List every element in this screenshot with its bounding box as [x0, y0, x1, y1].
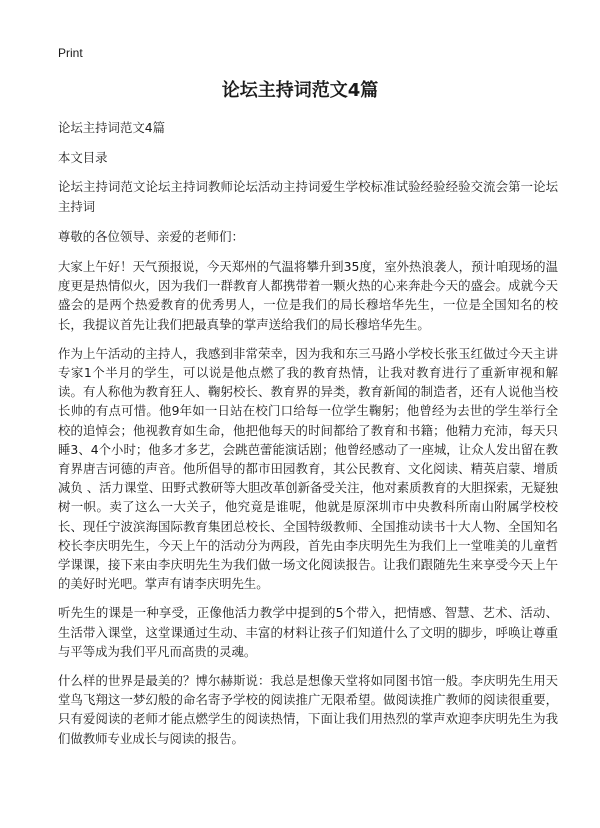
paragraph: 什么样的世界是最美的？博尔赫斯说：我总是想像天堂将如同图书馆一般。李庆明先生用天堂鸟飞翔这一梦幻般的命名寄予学校的阅读推广无限希望。做阅读推广教师的阅读很重要，只有爱阅读的老师才能点燃学生的阅读热情，下面让我们用热烈的掌声欢迎李庆明先生为我们做教师专业成长与阅读的报告。	[58, 673, 558, 746]
document-body	[58, 118, 558, 758]
print-link[interactable]: Print	[58, 46, 83, 60]
toc-line: 论坛主持词范文论坛主持词教师论坛活动主持词爱生学校标准试验经验经验交流会第一论坛主持词	[58, 179, 558, 214]
paragraph: 作为上午活动的主持人，我感到非常荣幸，因为我和东三马路小学校长张玉红做过今天主讲专家1个半月的学生，可以说是他点燃了我的教育热情，让我对教育进行了重新审视和解读。有人称他为教育狂人、鞠躬校长、教育界的异类，教育新闻的制造者，还有人说他当校长帅的有点可惜。他9年如一日站在校门口给每一位学生鞠躬；他曾经为去世的学生举行全校的追悼会；他视教育如生命，他把他每天的时间都给了教育和书籍；他精力充沛，每天只睡3、4个小时；他多才多艺，会跳芭蕾能演话剧；他曾经感动了一座城，让众人发出留在教育界唐吉诃德的声音。他所倡导的都市田园教育，其公民教育、文化阅读、精英启蒙、增质减负 、活力课堂、田野式教研等大胆改革创新备受关注，他对素质教育的大胆探索，无疑独树一帜。卖了这么一大关子，他究竟是谁呢，他就是原深圳市中央教科所南山附属学校校长、现任宁波滨海国际教育集团总校长、全国特级教师、全国推动读书十大人物、全国知名校长李庆明先生，今天上午的活动分为两段，首先由李庆明先生为我们上一堂唯美的儿童哲学课课，接下来由李庆明先生为我们做一场文化阅读报告。让我们跟随先生来享受今天上午的美好时光吧。掌声有请李庆明先生。	[58, 345, 558, 592]
paragraph: 大家上午好！天气预报说，今天郑州的气温将攀升到35度，室外热浪袭人，预计咱现场的温度更是热情似火，因为我们一群教育人都携带着一颗火热的心来奔赴今天的盛会。成就今天盛会的是两个热爱教育的优秀男人，一位是我们的局长穆培华先生，一位是全国知名的校长，我提议首先让我们把最真挚的掌声送给我们的局长穆培华先生。	[58, 259, 558, 332]
paragraph: 听先生的课是一种享受，正像他活力教学中提到的5个带入，把情感、智慧、艺术、活动、生活带入课堂，这堂课通过生动、丰富的材料让孩子们知道什么了文明的脚步，呼唤让尊重与平等成为我们平凡而高贵的灵魂。	[58, 605, 558, 659]
page-title: 论坛主持词范文4篇	[221, 80, 379, 101]
toc-heading: 本文目录	[58, 150, 108, 166]
document-subtitle: 论坛主持词范文4篇	[58, 120, 166, 135]
greeting: 尊敬的各位领导、亲爱的老师们：	[58, 228, 244, 244]
